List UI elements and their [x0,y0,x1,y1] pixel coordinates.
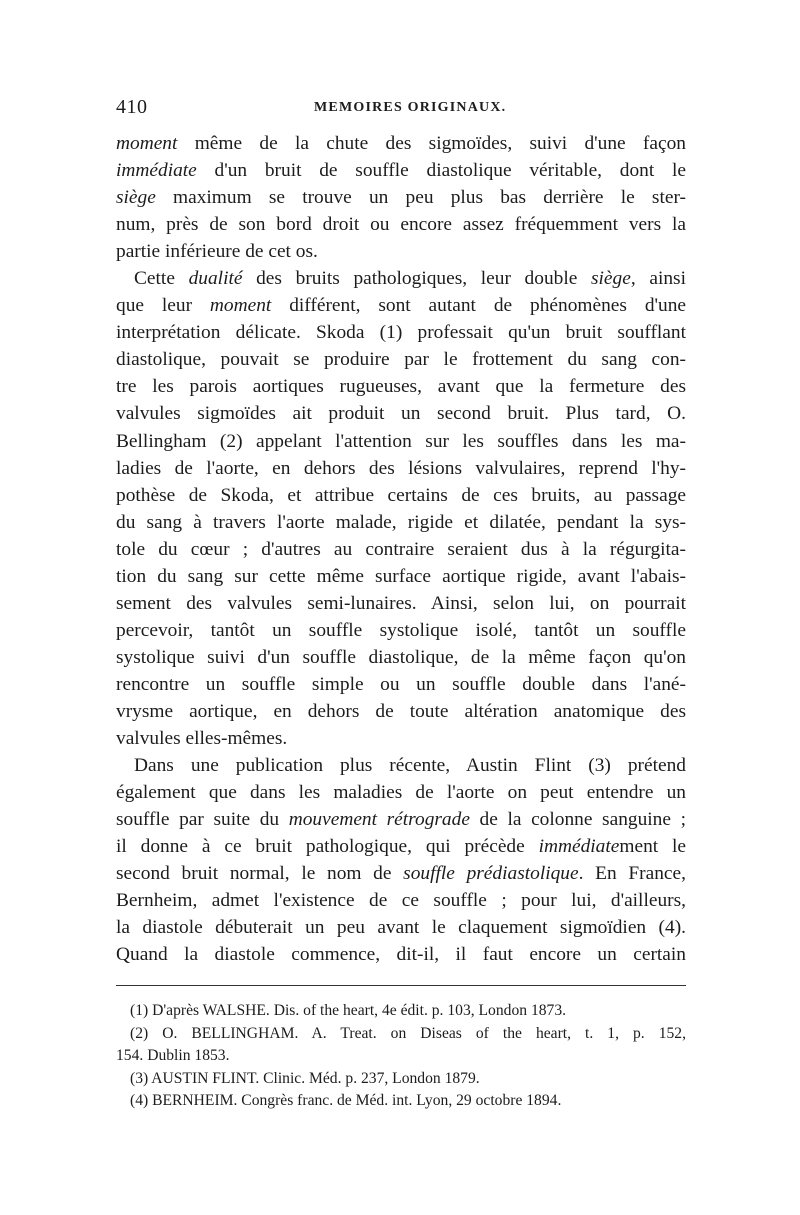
italic-phrase: immédiate [538,836,620,858]
body-line: du sang à travers l'aorte malade, rigide et dilatée, pendant la sys- [116,511,686,533]
italic-phrase: siège [591,268,631,290]
body-line: sement des valvules semi-lunaires. Ainsi, selon lui, on pourrait [116,592,686,614]
body-line: tre les parois aortiques rugueuses, avant que la fermeture des [116,376,686,398]
running-title: MEMOIRES ORIGINAUX. [314,100,507,115]
body-line: vrysme aortique, en dehors de toute altération anatomique des [116,700,686,722]
italic-phrase: souffle prédiastolique [403,863,579,885]
body-line: valvules elles-mêmes. [116,728,288,750]
italic-phrase: siège [116,187,156,209]
body-line: que leur moment différent, sont autant de phénomènes d'une [116,295,686,317]
body-line: Bernheim, admet l'existence de ce souffle ; pour lui, d'ailleurs, [116,890,686,912]
body-line: pothèse de Skoda, et attribue certains de ces bruits, au passage [116,484,686,506]
footnote-line: 154. Dublin 1853. [116,1047,230,1065]
body-line: diastolique, pouvait se produire par le frottement du sang con- [116,349,686,371]
body-line: siège maximum se trouve un peu plus bas derrière le ster- [116,187,686,209]
footnote-line: (2) O. BELLINGHAM. A. Treat. on Diseas of the heart, t. 1, p. 152, [130,1024,686,1042]
footnote-line: (1) D'après WALSHE. Dis. of the heart, 4e édit. p. 103, London 1873. [130,1002,567,1019]
page-number: 410 [116,96,148,118]
body-line: souffle par suite du mouvement rétrograde de la colonne sanguine ; [116,809,686,831]
footnote-separator [116,985,686,986]
footnote-line: (3) AUSTIN FLINT. Clinic. Méd. p. 237, London 1879. [130,1069,480,1087]
italic-phrase: immédiate [116,160,197,182]
body-line: moment même de la chute des sigmoïdes, suivi d'une façon [116,133,686,154]
italic-phrase: dualité [188,268,243,290]
body-line: percevoir, tantôt un souffle systolique isolé, tantôt un souffle [116,619,686,641]
footnotes [116,1000,686,1113]
body-line: tion du sang sur cette même surface aortique rigide, avant l'abais- [116,565,686,587]
body-line: tole du cœur ; d'autres au contraire seraient dus à la régurgita- [116,538,686,560]
body-line: interprétation délicate. Skoda (1) professait qu'un bruit soufflant [116,322,686,344]
body-line: ladies de l'aorte, en dehors des lésions valvulaires, reprend l'hy- [116,457,686,479]
footnote-line: (4) BERNHEIM. Congrès franc. de Méd. int. Lyon, 29 octobre 1894. [130,1092,562,1110]
italic-phrase: moment [209,295,272,317]
body-line: également que dans les maladies de l'aorte on peut entendre un [116,782,686,804]
body-line: num, près de son bord droit ou encore assez fréquemment vers la [116,214,686,236]
body-line: Bellingham (2) appelant l'attention sur les souffles dans les ma- [116,430,686,452]
body-text [116,130,686,968]
running-header [116,96,686,126]
body-line: systolique suivi d'un souffle diastolique, de la même façon qu'on [116,646,686,668]
body-line: second bruit normal, le nom de souffle prédiastolique. En France, [116,863,686,885]
body-line: partie inférieure de cet os. [116,241,318,263]
body-line: Dans une publication plus récente, Austin Flint (3) prétend [134,755,686,777]
body-line: rencontre un souffle simple ou un souffle double dans l'ané- [116,673,686,695]
italic-phrase: moment [116,133,178,154]
body-line: il donne à ce bruit pathologique, qui précède immédiatement le [116,836,686,858]
body-line: la diastole débuterait un peu avant le claquement sigmoïdien (4). [116,917,686,939]
body-line: Cette dualité des bruits pathologiques, leur double siège, ainsi [134,268,686,290]
body-line: immédiate d'un bruit de souffle diastolique véritable, dont le [116,160,686,182]
italic-phrase: mouvement rétrograde [288,809,470,831]
body-line: valvules sigmoïdes ait produit un second bruit. Plus tard, O. [116,403,686,425]
body-line: Quand la diastole commence, dit-il, il faut encore un certain [116,944,686,966]
